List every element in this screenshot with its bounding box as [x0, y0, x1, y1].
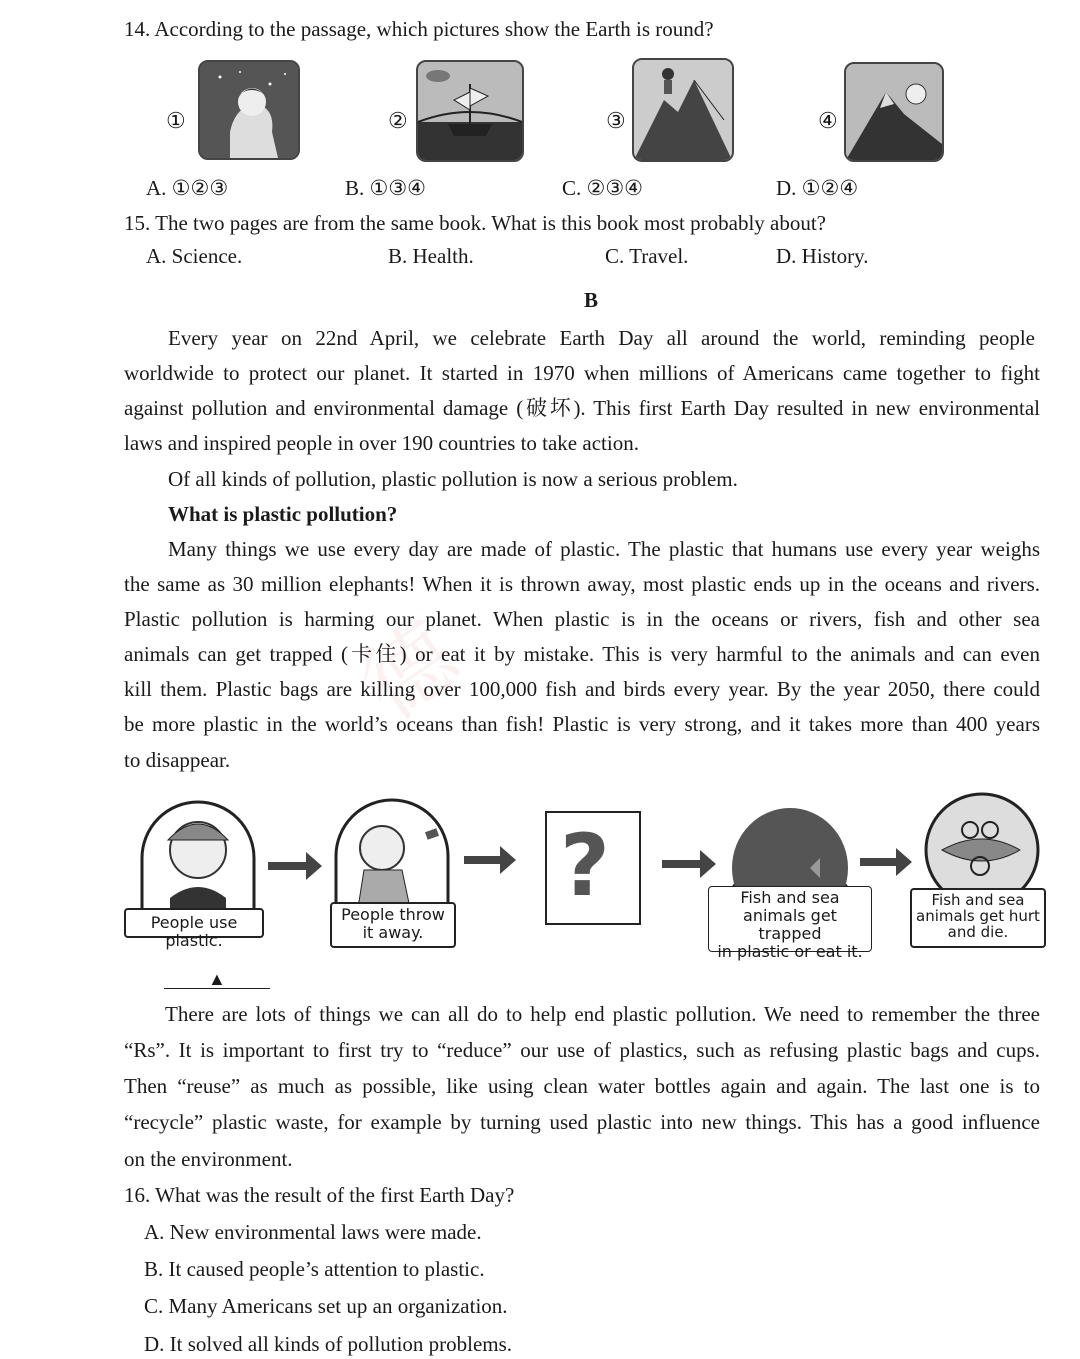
- para1-line1: Every year on 22nd April, we celebrate Earth Day all around the world, reminding people: [168, 326, 1035, 350]
- subheading: What is plastic pollution?: [168, 502, 398, 526]
- q14-option-c: C. ②③④: [562, 176, 643, 200]
- boy-looking-at-stars-picture: [198, 60, 300, 160]
- para3-line5: kill them. Plastic bags are killing over 100,000 fish and birds every year. By the year 2050, there could: [124, 677, 1040, 701]
- plastic-cycle-diagram: [120, 788, 1050, 961]
- para1-line4: laws and inspired people in over 190 countries to take action.: [124, 431, 639, 455]
- para4-line4: “recycle” plastic waste, for example by turning used plastic into new things. This has a good influence: [124, 1110, 1040, 1134]
- step2-text-line1: People throw: [341, 905, 445, 924]
- q14-pic-label-4: ④: [818, 108, 838, 133]
- step4-text-line2: animals get trapped: [743, 906, 837, 943]
- step1-label: [124, 908, 264, 950]
- step5-text-line3: and die.: [947, 923, 1009, 941]
- watermark: 德: [342, 603, 477, 741]
- ship-on-sea-picture: [416, 60, 524, 162]
- step4-text-line3: in plastic or eat it.: [717, 942, 863, 961]
- step4-label: [708, 886, 872, 961]
- para2: Of all kinds of pollution, plastic pollution is now a serious problem.: [168, 467, 738, 491]
- step1-text: People use plastic.: [150, 913, 238, 950]
- q16-option-c: C. Many Americans set up an organization.: [144, 1294, 508, 1318]
- para4-line1: There are lots of things we can all do to help end plastic pollution. We need to remember the three: [165, 1002, 1040, 1026]
- q15-option-b: B. Health.: [388, 244, 474, 268]
- q16-option-a: A. New environmental laws were made.: [144, 1220, 482, 1244]
- step5-text-line2: animals get hurt: [916, 907, 1040, 925]
- q14-pic-label-3: ③: [606, 108, 626, 133]
- step4-text-line1: Fish and sea: [740, 888, 840, 907]
- para3-line7: to disappear.: [124, 748, 231, 772]
- step5-text-line1: Fish and sea: [931, 891, 1025, 909]
- para1-line3: against pollution and environmental damage (破坏). This first Earth Day resulted in new environmental: [124, 396, 1040, 420]
- para3-line4: animals can get trapped (卡住) or eat it by mistake. This is very harmful to the animals and can even: [124, 642, 1040, 666]
- q14-pic-label-1: ①: [166, 108, 186, 133]
- section-heading: B: [584, 288, 599, 312]
- q16-option-b: B. It caused people’s attention to plastic.: [144, 1257, 485, 1281]
- step2-label: [330, 902, 456, 948]
- para3-line3: Plastic pollution is harming our planet. When plastic is in the oceans or rivers, fish and other sea: [124, 607, 1040, 631]
- climber-on-mountain-picture: [632, 58, 734, 162]
- para4-line2: “Rs”. It is important to first try to “reduce” our use of plastics, such as refusing plastic bags and cups.: [124, 1038, 1040, 1062]
- q15-option-a: A. Science.: [146, 244, 243, 268]
- q14-option-d: D. ①②④: [776, 176, 859, 200]
- para3-line1: Many things we use every day are made of plastic. The plastic that humans use every year weighs: [168, 537, 1040, 561]
- para3-line2: the same as 30 million elephants! When it is thrown away, most plastic ends up in the oceans and rivers.: [124, 572, 1040, 596]
- q15-option-c: C. Travel.: [605, 244, 689, 268]
- question-mark: ?: [560, 816, 610, 916]
- para3-line6: be more plastic in the world’s oceans than fish! Plastic is very strong, and it takes more than 400 years: [124, 712, 1040, 736]
- q16-stem: 16. What was the result of the first Earth Day?: [124, 1183, 515, 1207]
- step2-text-line2: it away.: [362, 923, 424, 942]
- q16-option-d: D. It solved all kinds of pollution problems.: [144, 1332, 513, 1356]
- para4-line3: Then “reuse” as much as possible, like using clean water bottles again and again. The last one is to: [124, 1074, 1040, 1098]
- q15-stem: 15. The two pages are from the same book. What is this book most probably about?: [124, 211, 827, 235]
- caption-marker: ▲: [208, 969, 226, 989]
- q14-option-a: A. ①②③: [146, 176, 229, 200]
- para4-line5: on the environment.: [124, 1147, 293, 1171]
- q14-stem: 14. According to the passage, which pictures show the Earth is round?: [124, 17, 714, 41]
- q15-option-d: D. History.: [776, 244, 869, 268]
- step5-label: [910, 888, 1046, 948]
- para1-line2: worldwide to protect our planet. It started in 1970 when millions of Americans came together to fight: [124, 361, 1040, 385]
- mountain-with-sun-picture: [844, 62, 944, 162]
- q14-pic-label-2: ②: [388, 108, 408, 133]
- q14-option-b: B. ①③④: [345, 176, 426, 200]
